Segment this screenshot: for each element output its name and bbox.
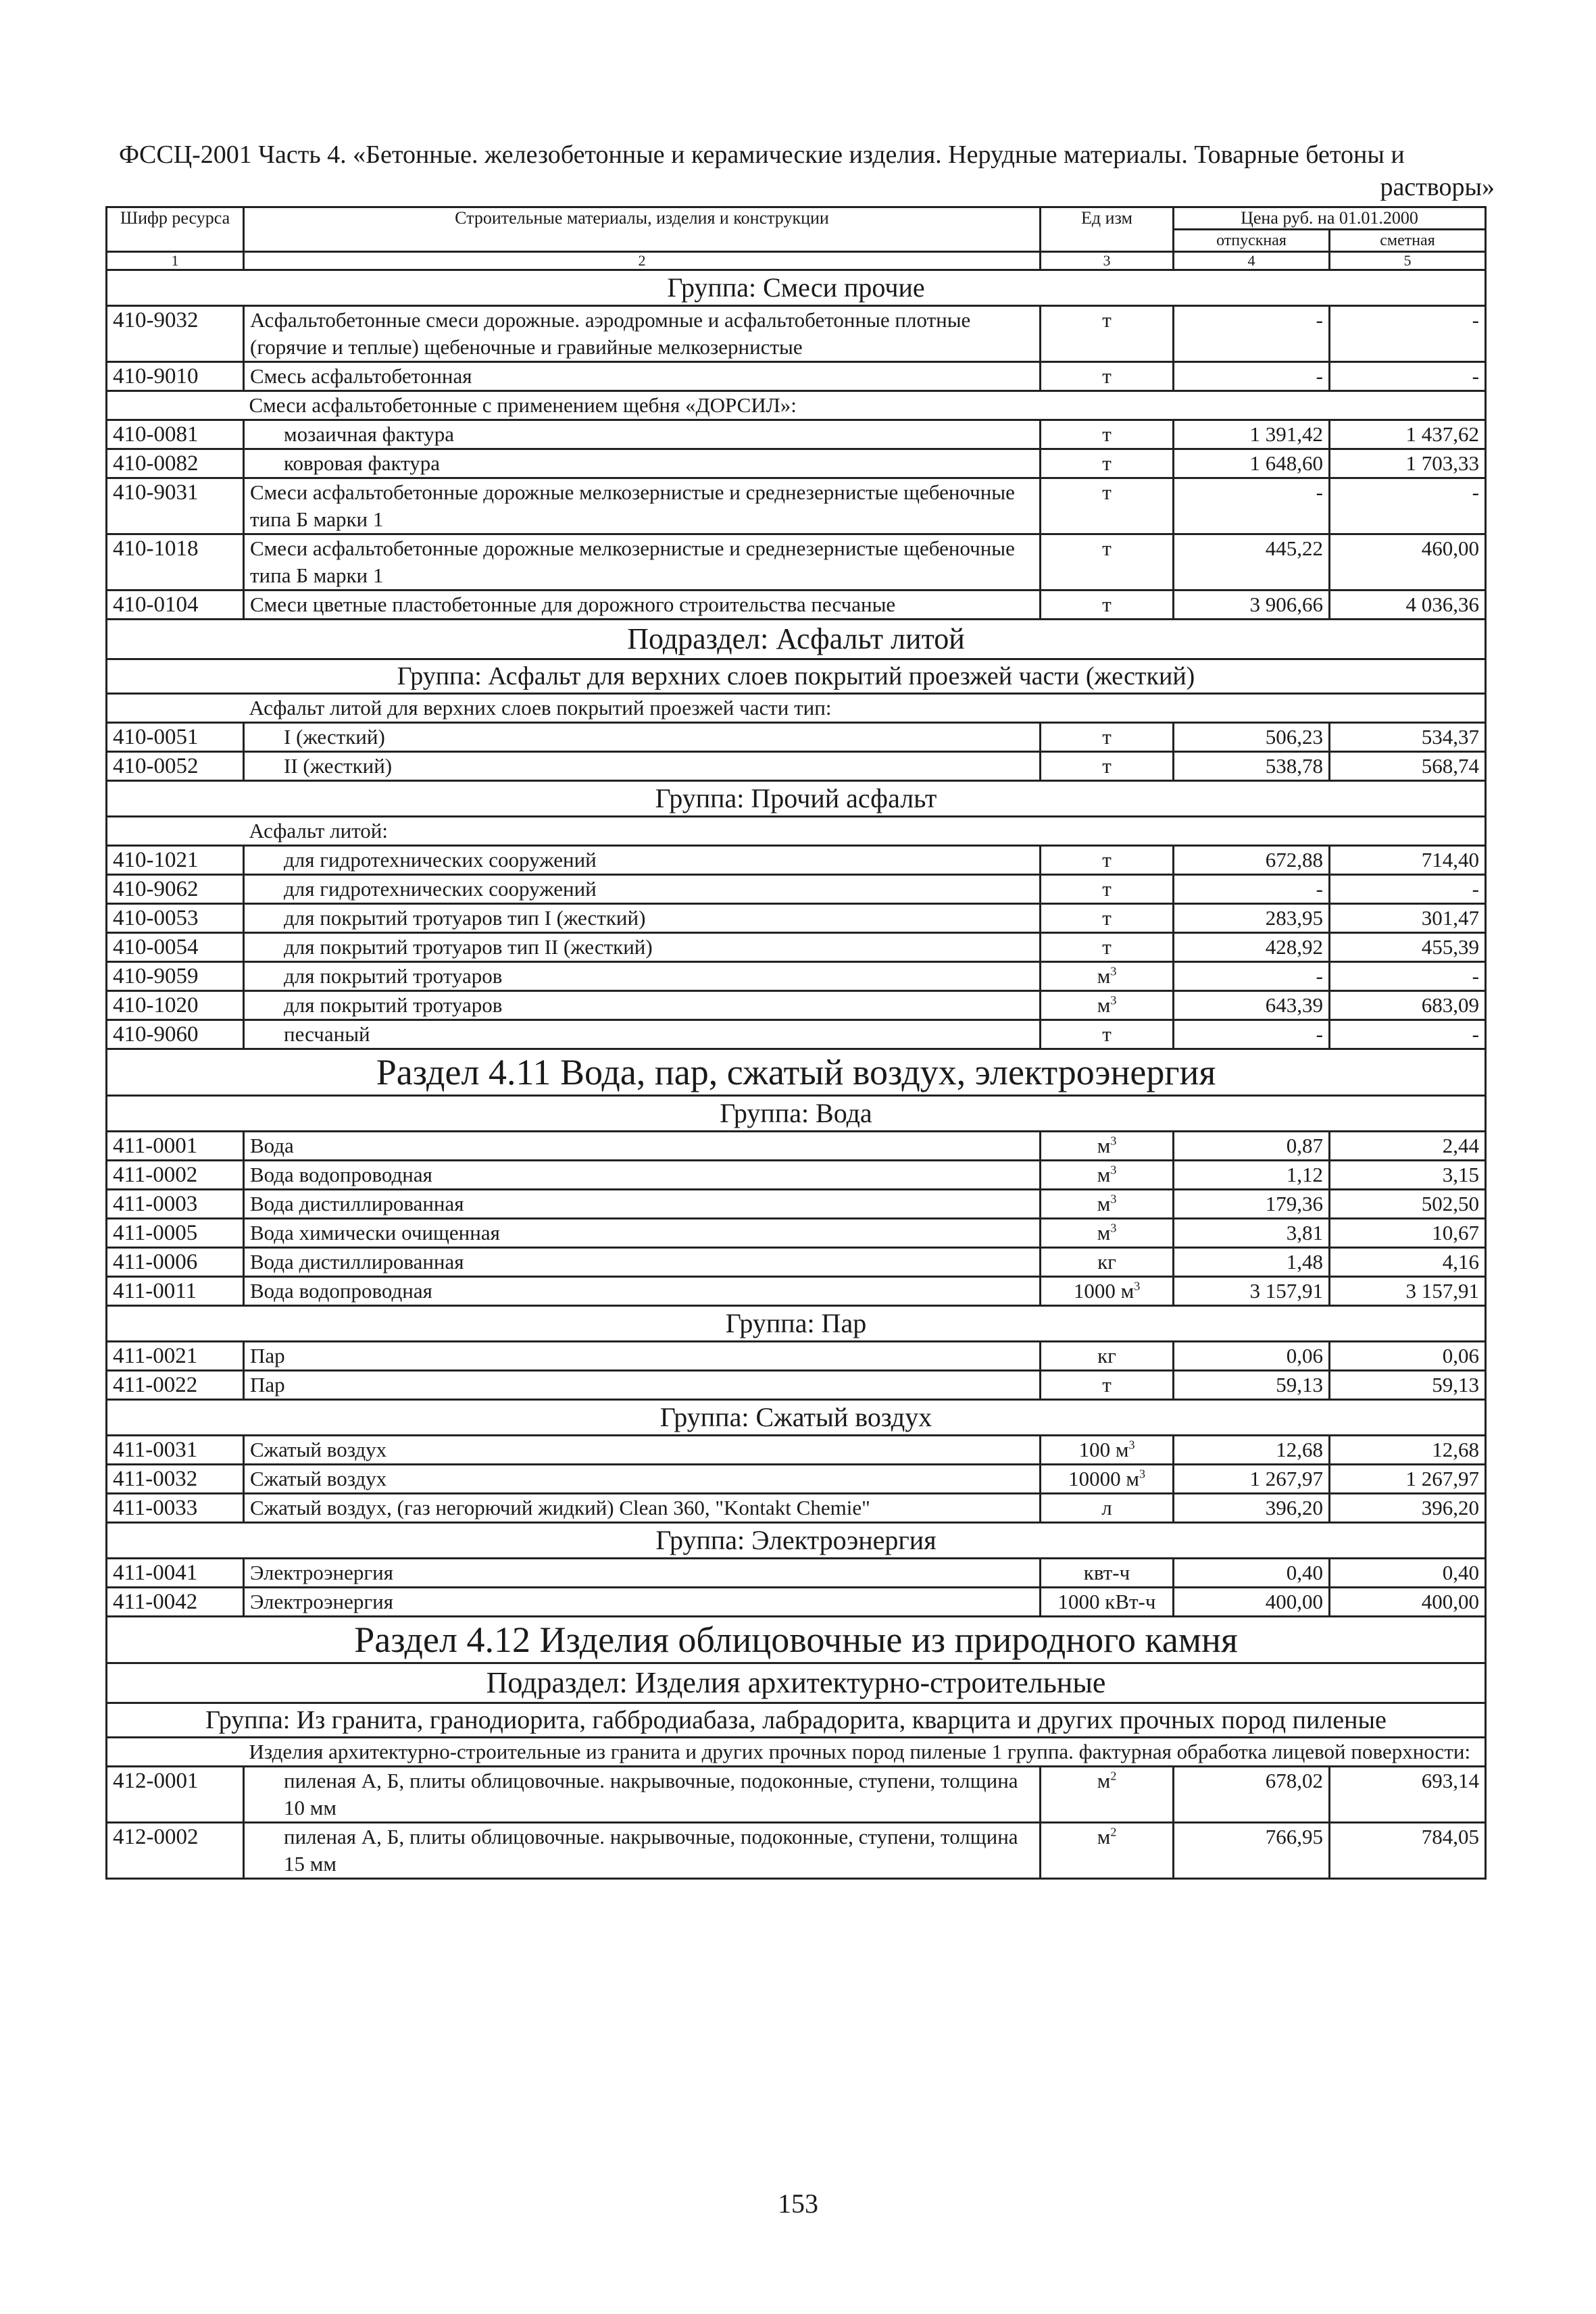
table-row	[107, 1248, 1486, 1277]
estimate-price: 714,40	[1330, 846, 1486, 875]
material-name: Сжатый воздух	[244, 1436, 1041, 1465]
unit: м	[1097, 1163, 1111, 1186]
estimate-price: 455,39	[1330, 933, 1486, 962]
table-row	[107, 1277, 1486, 1306]
unit: т	[1041, 420, 1174, 449]
unit-exponent: 3	[1110, 1163, 1117, 1177]
resource-code: 411-0022	[107, 1371, 244, 1400]
header-line-1: ФССЦ-2001 Часть 4. «Бетонные. железобетонные и керамические изделия. Нерудные материалы. Товарные бетоны и	[119, 141, 1405, 169]
table-row	[107, 1465, 1486, 1494]
estimate-price: -	[1330, 306, 1486, 362]
material-name: Вода	[244, 1132, 1041, 1161]
release-price: 538,78	[1174, 752, 1330, 781]
resource-code: 410-9062	[107, 875, 244, 904]
resource-code: 410-1018	[107, 534, 244, 590]
release-price: -	[1174, 1020, 1330, 1049]
resource-code: 411-0003	[107, 1190, 244, 1219]
unit: т	[1041, 449, 1174, 478]
table-row	[107, 1342, 1486, 1371]
column-number-row	[107, 252, 1486, 270]
unit: кг	[1041, 1342, 1174, 1371]
release-price: 0,06	[1174, 1342, 1330, 1371]
table-row	[107, 1132, 1486, 1161]
note-text: Смеси асфальтобетонные с применением щебня «ДОРСИЛ»:	[244, 391, 1486, 420]
material-name: песчаный	[244, 1020, 1041, 1049]
estimate-price: 396,20	[1330, 1494, 1486, 1523]
unit: м	[1097, 993, 1111, 1017]
resource-code: 410-9060	[107, 1020, 244, 1049]
table-row	[107, 1219, 1486, 1248]
group-heading: Группа: Сжатый воздух	[107, 1400, 1486, 1436]
unit: т	[1041, 362, 1174, 391]
col-header-estimate-price: сметная	[1330, 230, 1486, 252]
unit-cell	[1041, 1767, 1174, 1823]
resource-code: 411-0031	[107, 1436, 244, 1465]
group-heading: Группа: Асфальт для верхних слоев покрытий проезжей части (жесткий)	[107, 659, 1486, 694]
table-row	[107, 478, 1486, 534]
material-name: Электроэнергия	[244, 1559, 1041, 1588]
material-name: для гидротехнических сооружений	[244, 875, 1041, 904]
resource-code: 410-0082	[107, 449, 244, 478]
material-name: для покрытий тротуаров	[244, 962, 1041, 991]
estimate-price: 784,05	[1330, 1823, 1486, 1879]
table-row	[107, 1823, 1486, 1879]
estimate-price: -	[1330, 875, 1486, 904]
table-row	[107, 962, 1486, 991]
col-number: 1	[107, 252, 244, 270]
unit: квт-ч	[1041, 1559, 1174, 1588]
estimate-price: -	[1330, 1020, 1486, 1049]
release-price: 672,88	[1174, 846, 1330, 875]
unit: т	[1041, 846, 1174, 875]
estimate-price: 1 437,62	[1330, 420, 1486, 449]
material-name: Вода химически очищенная	[244, 1219, 1041, 1248]
note-row	[107, 1738, 1486, 1767]
section-heading: Раздел 4.12 Изделия облицовочные из природного камня	[107, 1617, 1486, 1663]
estimate-price: 3,15	[1330, 1161, 1486, 1190]
unit: м	[1097, 1134, 1111, 1157]
resource-code: 410-0051	[107, 723, 244, 752]
material-name: Пар	[244, 1371, 1041, 1400]
unit: 1000 м	[1073, 1279, 1134, 1303]
table-row	[107, 1161, 1486, 1190]
note-row	[107, 391, 1486, 420]
col-number: 3	[1041, 252, 1174, 270]
material-name: мозаичная фактура	[244, 420, 1041, 449]
table-row	[107, 306, 1486, 362]
release-price: 0,87	[1174, 1132, 1330, 1161]
unit-exponent: 3	[1134, 1279, 1141, 1293]
resource-code: 411-0001	[107, 1132, 244, 1161]
unit-exponent: 3	[1128, 1438, 1135, 1452]
material-name: Смеси асфальтобетонные дорожные мелкозернистые и среднезернистые щебеночные типа Б марки 1	[244, 534, 1041, 590]
resource-code: 411-0042	[107, 1588, 244, 1617]
unit-cell	[1041, 1132, 1174, 1161]
table-row	[107, 1494, 1486, 1523]
material-name: для покрытий тротуаров тип II (жесткий)	[244, 933, 1041, 962]
release-price: -	[1174, 362, 1330, 391]
resource-code: 411-0021	[107, 1342, 244, 1371]
release-price: 1 648,60	[1174, 449, 1330, 478]
unit-cell	[1041, 991, 1174, 1020]
estimate-price: 693,14	[1330, 1767, 1486, 1823]
estimate-price: -	[1330, 478, 1486, 534]
resource-code: 411-0033	[107, 1494, 244, 1523]
resource-code: 410-1021	[107, 846, 244, 875]
unit: т	[1041, 590, 1174, 620]
unit: т	[1041, 1020, 1174, 1049]
release-price: 400,00	[1174, 1588, 1330, 1617]
estimate-price: 1 703,33	[1330, 449, 1486, 478]
material-name: Смеси асфальтобетонные дорожные мелкозернистые и среднезернистые щебеночные типа Б марки 1	[244, 478, 1041, 534]
unit: 100 м	[1078, 1438, 1129, 1461]
estimate-price: 4 036,36	[1330, 590, 1486, 620]
unit: т	[1041, 1371, 1174, 1400]
table-row	[107, 1559, 1486, 1588]
release-price: 1,12	[1174, 1161, 1330, 1190]
estimate-price: 568,74	[1330, 752, 1486, 781]
release-price: 0,40	[1174, 1559, 1330, 1588]
estimate-price: 59,13	[1330, 1371, 1486, 1400]
estimate-price: 1 267,97	[1330, 1465, 1486, 1494]
table-row	[107, 846, 1486, 875]
unit: 1000 кВт-ч	[1041, 1588, 1174, 1617]
resource-code: 410-1020	[107, 991, 244, 1020]
estimate-price: 502,50	[1330, 1190, 1486, 1219]
estimate-price: 0,06	[1330, 1342, 1486, 1371]
resource-code: 410-9031	[107, 478, 244, 534]
release-price: 506,23	[1174, 723, 1330, 752]
estimate-price: 0,40	[1330, 1559, 1486, 1588]
table-row	[107, 1588, 1486, 1617]
material-name: для покрытий тротуаров тип I (жесткий)	[244, 904, 1041, 933]
unit: м	[1097, 1825, 1111, 1848]
group-heading: Группа: Смеси прочие	[107, 270, 1486, 306]
release-price: -	[1174, 478, 1330, 534]
section-heading: Раздел 4.11 Вода, пар, сжатый воздух, электроэнергия	[107, 1049, 1486, 1096]
unit: 10000 м	[1068, 1467, 1139, 1490]
unit: м	[1097, 964, 1111, 988]
unit: м	[1097, 1769, 1111, 1792]
unit: м	[1097, 1221, 1111, 1244]
unit-exponent: 3	[1139, 1467, 1145, 1481]
material-name: ковровая фактура	[244, 449, 1041, 478]
resource-code: 410-0052	[107, 752, 244, 781]
table-row	[107, 991, 1486, 1020]
resource-code: 411-0011	[107, 1277, 244, 1306]
col-number: 2	[244, 252, 1041, 270]
unit-exponent: 3	[1110, 1134, 1117, 1148]
resource-code: 410-9032	[107, 306, 244, 362]
col-header-name: Строительные материалы, изделия и конструкции	[244, 207, 1041, 252]
unit-exponent: 2	[1110, 1825, 1117, 1839]
release-price: 3,81	[1174, 1219, 1330, 1248]
estimate-price: 683,09	[1330, 991, 1486, 1020]
release-price: 283,95	[1174, 904, 1330, 933]
resource-code: 410-9010	[107, 362, 244, 391]
unit-exponent: 2	[1110, 1769, 1117, 1783]
group-heading: Группа: Вода	[107, 1096, 1486, 1132]
release-price: 643,39	[1174, 991, 1330, 1020]
note-row	[107, 694, 1486, 723]
resource-code: 410-9059	[107, 962, 244, 991]
material-name: Вода водопроводная	[244, 1161, 1041, 1190]
unit: т	[1041, 933, 1174, 962]
release-price: 12,68	[1174, 1436, 1330, 1465]
price-table	[105, 206, 1487, 1880]
release-price: -	[1174, 962, 1330, 991]
table-row	[107, 449, 1486, 478]
unit: л	[1041, 1494, 1174, 1523]
release-price: 59,13	[1174, 1371, 1330, 1400]
estimate-price: 534,37	[1330, 723, 1486, 752]
release-price: -	[1174, 875, 1330, 904]
group-heading: Группа: Из гранита, гранодиорита, габбродиабаза, лабрадорита, кварцита и других прочных пород пиленые	[107, 1703, 1486, 1738]
resource-code: 411-0041	[107, 1559, 244, 1588]
unit-exponent: 3	[1110, 1192, 1117, 1206]
table-row	[107, 933, 1486, 962]
release-price: 3 157,91	[1174, 1277, 1330, 1306]
table-row	[107, 1436, 1486, 1465]
unit: т	[1041, 904, 1174, 933]
unit: т	[1041, 534, 1174, 590]
col-header-price: Цена руб. на 01.01.2000	[1174, 207, 1486, 230]
unit-exponent: 3	[1110, 1221, 1117, 1235]
table-row	[107, 1767, 1486, 1823]
resource-code: 410-0104	[107, 590, 244, 620]
material-name: пиленая А, Б, плиты облицовочные. накрывочные, подоконные, ступени, толщина 15 мм	[244, 1823, 1041, 1879]
unit: кг	[1041, 1248, 1174, 1277]
col-number: 5	[1330, 252, 1486, 270]
release-price: 1 267,97	[1174, 1465, 1330, 1494]
table-row	[107, 1020, 1486, 1049]
table-row	[107, 1371, 1486, 1400]
release-price: -	[1174, 306, 1330, 362]
page-number: 153	[778, 2188, 818, 2219]
resource-code: 412-0001	[107, 1767, 244, 1823]
unit: т	[1041, 752, 1174, 781]
material-name: II (жесткий)	[244, 752, 1041, 781]
release-price: 678,02	[1174, 1767, 1330, 1823]
group-heading: Группа: Пар	[107, 1306, 1486, 1342]
release-price: 766,95	[1174, 1823, 1330, 1879]
material-name: для гидротехнических сооружений	[244, 846, 1041, 875]
material-name: Смеси цветные пластобетонные для дорожного строительства песчаные	[244, 590, 1041, 620]
material-name: для покрытий тротуаров	[244, 991, 1041, 1020]
unit-cell	[1041, 1219, 1174, 1248]
table-row	[107, 904, 1486, 933]
resource-code: 412-0002	[107, 1823, 244, 1879]
unit: м	[1097, 1192, 1111, 1215]
material-name: Смесь асфальтобетонная	[244, 362, 1041, 391]
subsection-heading: Подраздел: Асфальт литой	[107, 620, 1486, 659]
note-text: Асфальт литой для верхних слоев покрытий проезжей части тип:	[244, 694, 1486, 723]
unit-exponent: 3	[1110, 993, 1117, 1007]
estimate-price: -	[1330, 362, 1486, 391]
estimate-price: 460,00	[1330, 534, 1486, 590]
unit-cell	[1041, 1436, 1174, 1465]
table-row	[107, 362, 1486, 391]
resource-code: 411-0005	[107, 1219, 244, 1248]
unit-exponent: 3	[1110, 964, 1117, 978]
table-row	[107, 420, 1486, 449]
estimate-price: 12,68	[1330, 1436, 1486, 1465]
release-price: 1 391,42	[1174, 420, 1330, 449]
page-header	[119, 139, 1495, 203]
subsection-heading: Подраздел: Изделия архитектурно-строительные	[107, 1663, 1486, 1703]
unit: т	[1041, 306, 1174, 362]
release-price: 179,36	[1174, 1190, 1330, 1219]
col-header-code: Шифр ресурса	[107, 207, 244, 252]
table-row	[107, 752, 1486, 781]
table-row	[107, 723, 1486, 752]
resource-code: 410-0081	[107, 420, 244, 449]
material-name: Вода дистиллированная	[244, 1190, 1041, 1219]
note-text: Асфальт литой:	[244, 817, 1486, 846]
unit-cell	[1041, 962, 1174, 991]
unit: т	[1041, 478, 1174, 534]
unit: т	[1041, 723, 1174, 752]
group-heading: Группа: Электроэнергия	[107, 1523, 1486, 1559]
resource-code: 410-0053	[107, 904, 244, 933]
table-row	[107, 590, 1486, 620]
col-header-release-price: отпускная	[1174, 230, 1330, 252]
estimate-price: -	[1330, 962, 1486, 991]
unit-cell	[1041, 1823, 1174, 1879]
estimate-price: 4,16	[1330, 1248, 1486, 1277]
resource-code: 411-0006	[107, 1248, 244, 1277]
table-row	[107, 534, 1486, 590]
estimate-price: 400,00	[1330, 1588, 1486, 1617]
table-row	[107, 875, 1486, 904]
table-row	[107, 1190, 1486, 1219]
material-name: Сжатый воздух, (газ негорючий жидкий) Clean 360, "Kontakt Chemie"	[244, 1494, 1041, 1523]
release-price: 445,22	[1174, 534, 1330, 590]
material-name: Вода водопроводная	[244, 1277, 1041, 1306]
note-text: Изделия архитектурно-строительные из гранита и других прочных пород пиленые 1 группа. фактурная обработка лицевой поверхности:	[244, 1738, 1486, 1767]
release-price: 3 906,66	[1174, 590, 1330, 620]
resource-code: 410-0054	[107, 933, 244, 962]
material-name: I (жесткий)	[244, 723, 1041, 752]
material-name: Асфальтобетонные смеси дорожные. аэродромные и асфальтобетонные плотные (горячие и теплые) щебеночные и гравийные мелкозернистые	[244, 306, 1041, 362]
material-name: Вода дистиллированная	[244, 1248, 1041, 1277]
material-name: пиленая А, Б, плиты облицовочные. накрывочные, подоконные, ступени, толщина 10 мм	[244, 1767, 1041, 1823]
note-row	[107, 817, 1486, 846]
header-line-2: растворы»	[1380, 173, 1495, 201]
unit-cell	[1041, 1277, 1174, 1306]
unit-cell	[1041, 1161, 1174, 1190]
estimate-price: 301,47	[1330, 904, 1486, 933]
release-price: 396,20	[1174, 1494, 1330, 1523]
material-name: Сжатый воздух	[244, 1465, 1041, 1494]
estimate-price: 10,67	[1330, 1219, 1486, 1248]
col-number: 4	[1174, 252, 1330, 270]
group-heading: Группа: Прочий асфальт	[107, 781, 1486, 817]
unit: т	[1041, 875, 1174, 904]
material-name: Пар	[244, 1342, 1041, 1371]
unit-cell	[1041, 1465, 1174, 1494]
unit-cell	[1041, 1190, 1174, 1219]
resource-code: 411-0002	[107, 1161, 244, 1190]
resource-code: 411-0032	[107, 1465, 244, 1494]
material-name: Электроэнергия	[244, 1588, 1041, 1617]
estimate-price: 2,44	[1330, 1132, 1486, 1161]
estimate-price: 3 157,91	[1330, 1277, 1486, 1306]
release-price: 428,92	[1174, 933, 1330, 962]
release-price: 1,48	[1174, 1248, 1330, 1277]
col-header-unit: Ед изм	[1041, 207, 1174, 252]
